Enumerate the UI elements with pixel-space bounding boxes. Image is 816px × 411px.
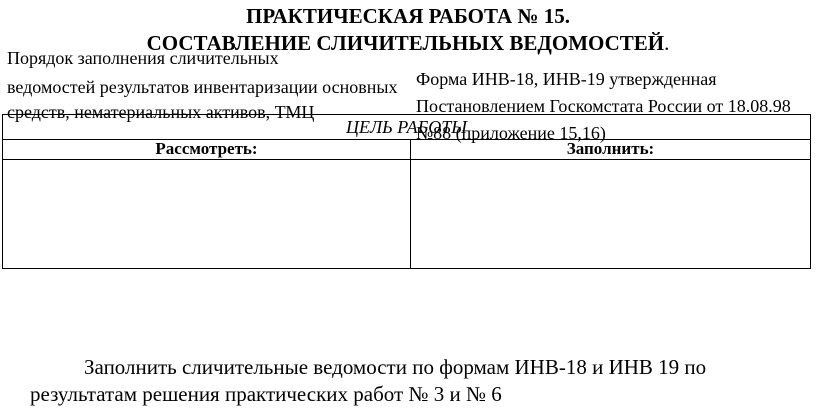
subtitle-text: СОСТАВЛЕНИЕ СЛИЧИТЕЛЬНЫХ ВЕДОМОСТЕЙ [146, 31, 665, 55]
review-cell [7, 46, 402, 125]
column-header-review: Рассмотреть: [155, 139, 258, 158]
page-title: ПРАКТИЧЕСКАЯ РАБОТА № 15. [246, 4, 570, 28]
task-paragraph-line1: Заполнить сличительные ведомости по формам ИНВ-18 и ИНВ 19 по [84, 355, 707, 379]
fill-cell: Форма ИНВ-18, ИНВ-19 утвержденная Постановлением Госкомстата России от 18.08.98 №88 (приложение 15,16) [416, 69, 791, 143]
column-divider [410, 159, 411, 268]
task-paragraph-line2: результатам решения практических работ № 3 и № 6 [30, 382, 502, 406]
goal-header: ЦЕЛЬ РАБОТЫ [3, 115, 810, 140]
review-cell-rest: ведомостей результатов инвентаризации основных средств, нематериальных активов, ТМЦ [7, 77, 398, 122]
review-cell-line1: Порядок заполнения сличительных [7, 48, 279, 68]
subtitle-period: . [664, 31, 670, 55]
column-header-fill: Заполнить: [410, 139, 810, 159]
